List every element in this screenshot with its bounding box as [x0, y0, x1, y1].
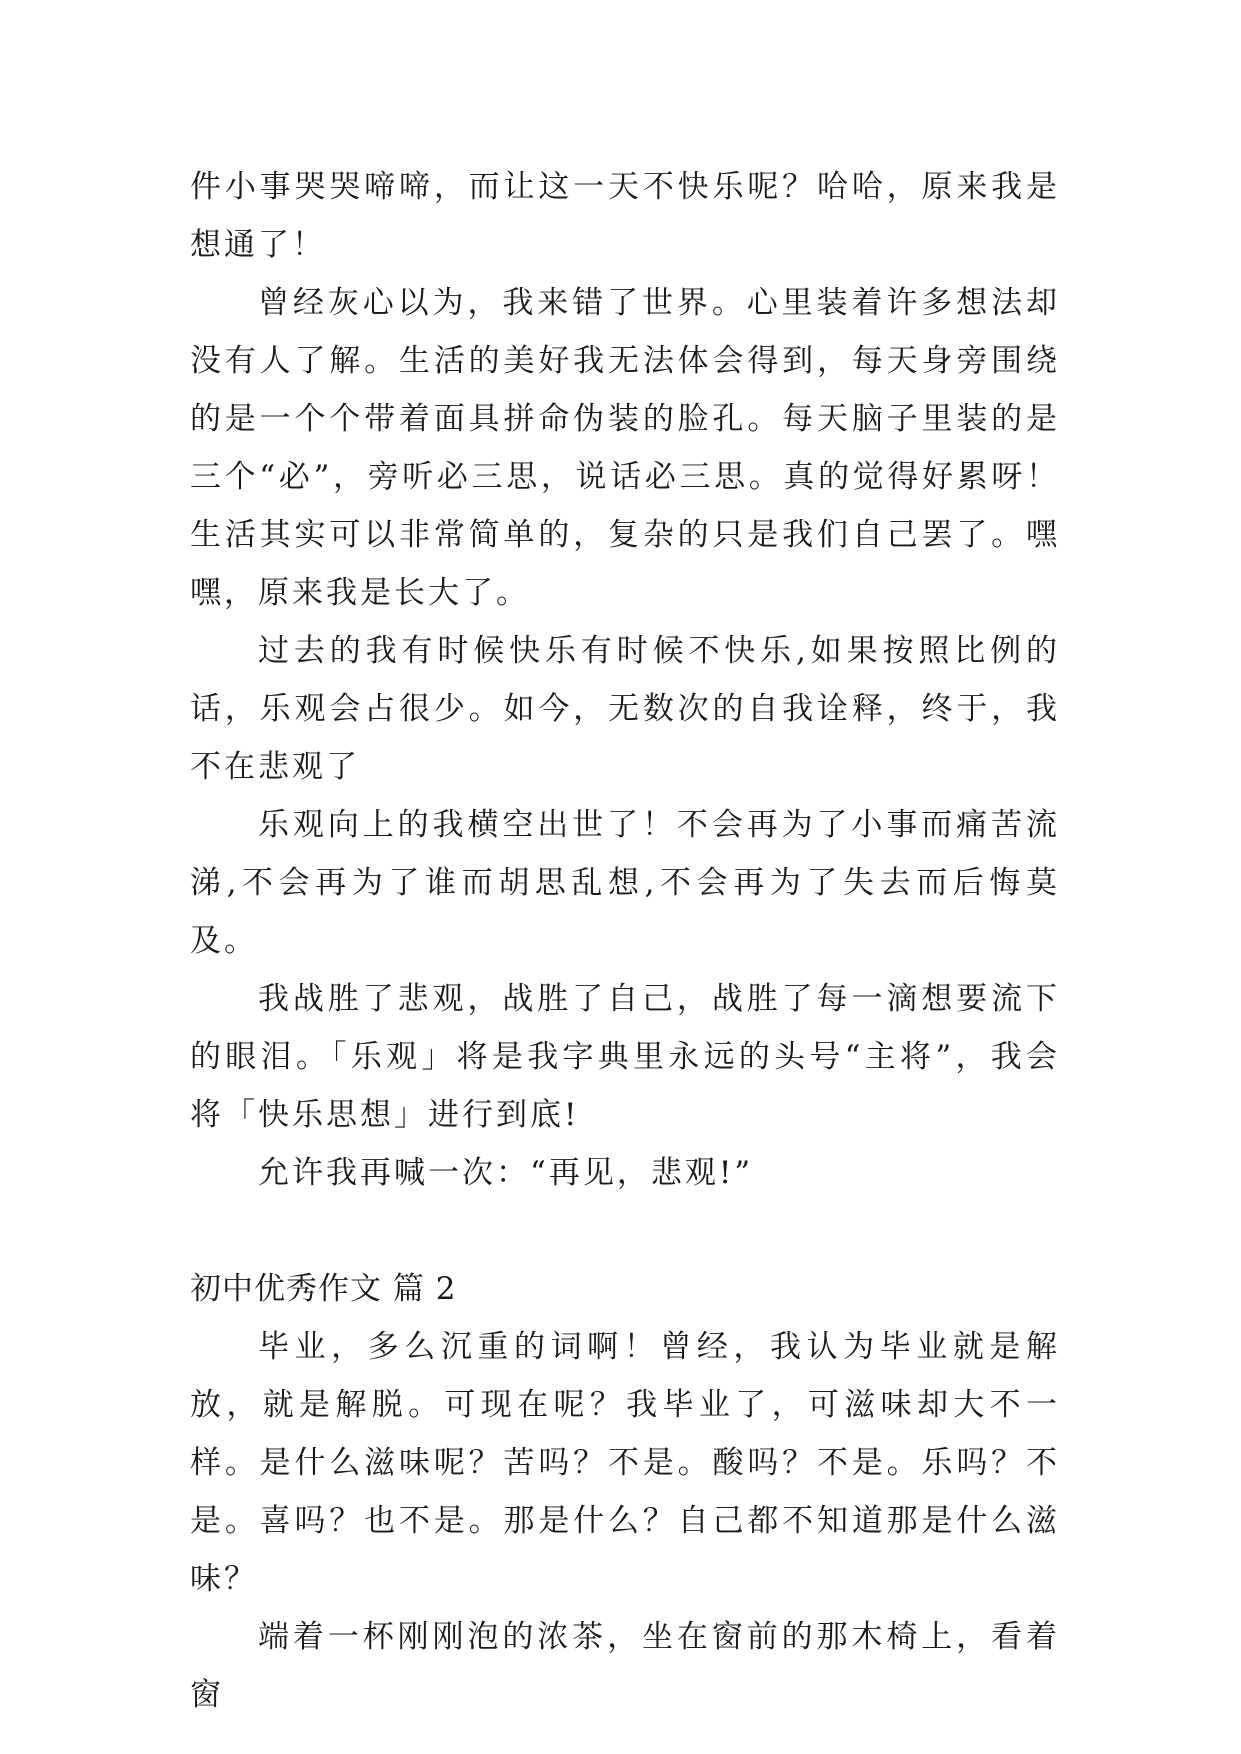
paragraph-farewell: 允许我再喊一次：“再见，悲观!”	[258, 1155, 754, 1191]
paragraph-past-self: 过去的我有时候快乐有时候不快乐,如果按照比例的话，乐观会占很少。如今，无数次的自我诠释，终于，我不在悲观了	[190, 633, 1060, 785]
paragraph-defeated-pessimism: 我战胜了悲观，战胜了自己，战胜了每一滴想要流下的眼泪。「乐观」将是我字典里永远的头号“主将”，我会将「快乐思想」进行到底!	[190, 981, 1060, 1133]
paragraph-graduation: 毕业，多么沉重的词啊！曾经，我认为毕业就是解放，就是解脱。可现在呢？我毕业了，可滋味却大不一样。是什么滋味呢？苦吗？不是。酸吗？不是。乐吗？不是。喜吗？也不是。那是什么？自己都不知道那是什么滋味？	[190, 1329, 1060, 1597]
paragraph-optimistic-me: 乐观向上的我横空出世了！不会再为了小事而痛苦流涕,不会再为了谁而胡思乱想,不会再为了失去而后悔莫及。	[190, 807, 1060, 959]
document-page	[190, 158, 1060, 1724]
paragraph-continuation: 件小事哭哭啼啼，而让这一天不快乐呢？哈哈，原来我是想通了！	[190, 169, 1060, 263]
paragraph-disheartened: 曾经灰心以为，我来错了世界。心里装着许多想法却没有人了解。生活的美好我无法体会得到，每天身旁围绕的是一个个带着面具拼命伪装的脸孔。每天脑子里装的是三个“必”，旁听必三思，说话必三思。真的觉得好累呀！生活其实可以非常简单的，复杂的只是我们自己罢了。嘿嘿，原来我是长大了。	[190, 285, 1060, 611]
paragraph-tea-window: 端着一杯刚刚泡的浓茶，坐在窗前的那木椅上，看着窗	[190, 1619, 1060, 1713]
section-heading: 初中优秀作文 篇 2	[190, 1271, 457, 1307]
